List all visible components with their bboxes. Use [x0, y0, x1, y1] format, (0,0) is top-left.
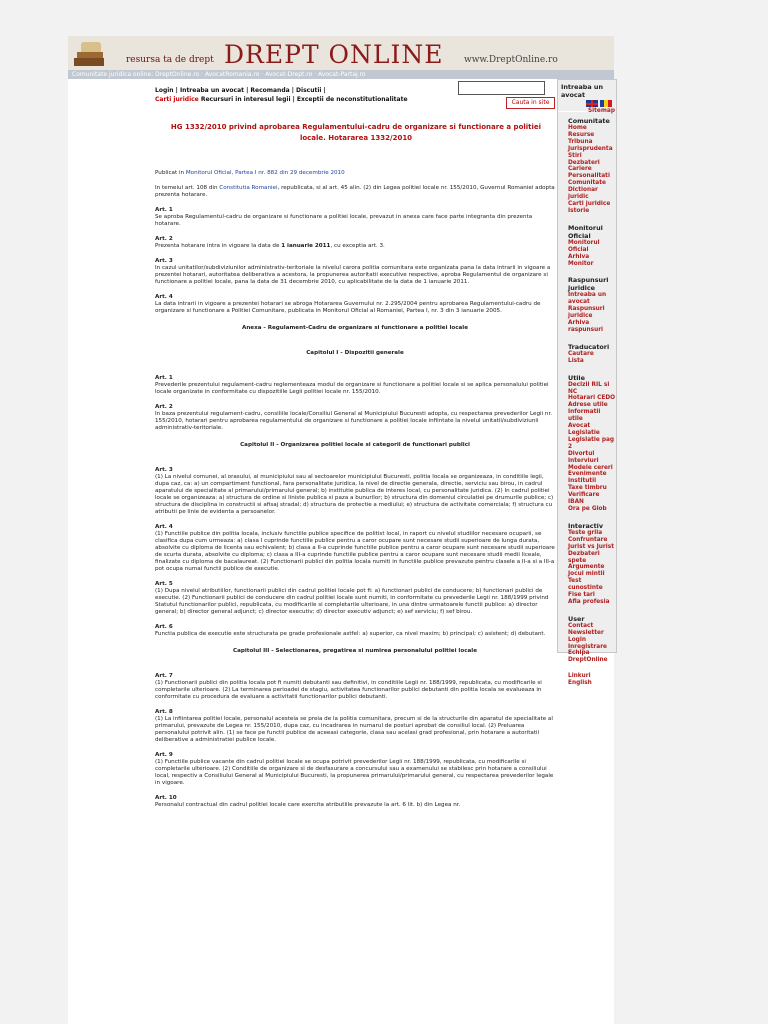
- sidebar-link[interactable]: Hotarari CEDO: [568, 395, 616, 402]
- article-heading: Art. 5: [155, 581, 173, 587]
- constitution-link[interactable]: Constitutia Romaniei: [219, 185, 278, 191]
- main-content: [155, 86, 555, 817]
- article-text: In baza prezentului regulament-cadru, consiliile locale/Consiliul General al Municipiului Bucuresti adopta, cu respectarea prevederilor Legii nr. 155/2010, hotarari pentru aprobarea regulamentului de organizare si functionare a politiei locale infiintate la nivelul unitatii/subdiviziunii administrativ-teritoriale.: [155, 411, 553, 431]
- sidebar-link[interactable]: Arhiva raspunsuri: [568, 320, 604, 333]
- article: [155, 375, 555, 396]
- uk-flag-icon[interactable]: [586, 100, 598, 107]
- site-banner[interactable]: [68, 36, 614, 72]
- article: [155, 581, 555, 616]
- sidebar-link[interactable]: Interviuri: [568, 457, 599, 464]
- sidebar-link[interactable]: Taxe timbru: [568, 485, 607, 492]
- article: [155, 524, 555, 573]
- sidebar-link[interactable]: Tribuna: [568, 138, 593, 145]
- article-heading: Art. 3: [155, 467, 173, 473]
- sidebar-section: [558, 276, 616, 333]
- chapter-heading: Capitolul III - Selectionarea, pregatirea si numirea personalului politiei locale: [232, 648, 477, 654]
- site-tagline: resursa ta de drept: [126, 55, 214, 65]
- article-text: (1) Functiile publice din politia locala, inclusiv functiile publice specifice de politist local, in raport cu nivelul studiilor necesare ocuparii, se clasifica dupa cum urmeaza: a) clasa I cuprinde functiile publice pentru a caror ocupare sunt necesare studii superioare de lunga durata, absolvite cu diploma de licenta sau echivalent; b) clasa a II-a cuprinde functiile publice pentru a caror ocupare sunt necesare studii superioare de scurta durata, absolvite cu diploma; c) clasa a III-a cuprinde functiile publice pentru a caror ocupare sunt necesare studii medii liceale, finalizate cu diploma de bacalaureat. (2) Functionarii publici din politia locala numiti in functiile publice prevazute pentru clasele a II-a si a III-a pot ocupa numai functii publice de executie.: [155, 531, 555, 572]
- sidebar-section: [558, 522, 616, 606]
- chapter-heading: Capitolul II - Organizarea politiei locale si categorii de functionari publici: [240, 442, 470, 448]
- sidebar-link[interactable]: Lista: [568, 357, 584, 364]
- sidebar-link[interactable]: Dictionar juridic: [568, 187, 598, 201]
- top-links-line2-rest[interactable]: Recursuri in interesul legii | Exceptii de neconstitutionalitate: [198, 96, 408, 103]
- carti-juridice-link[interactable]: Carti juridice: [155, 96, 199, 103]
- sidebar-link[interactable]: Comunitate: [568, 180, 606, 187]
- sidebar-link[interactable]: Verificare IBAN: [568, 492, 600, 506]
- sidebar-link[interactable]: Confruntare: [568, 536, 608, 543]
- sidebar-link[interactable]: Teste grila: [568, 529, 603, 536]
- sidebar-link[interactable]: Intreaba un avocat: [568, 292, 607, 306]
- sidebar-link[interactable]: Arhiva Monitor: [568, 253, 594, 267]
- sidebar-link[interactable]: Dezbateri: [568, 159, 600, 166]
- article-text: In cazul unitatilor/subdiviziunilor administrativ-teritoriale la nivelul carora politia comunitara este organizata pana la data intrarii in vigoare a prezentei hotarari, autoritatea deliberativa a acestora, la propunerea autoritatii executive respective, aproba Regulamentul de organizare si functionare a politiei locale, pana la data de 31 decembrie 2010, cu aplicabilitate de la data de 1 ianuarie 2011.: [155, 265, 551, 285]
- article-heading: Art. 4: [155, 294, 173, 300]
- sidebar-link[interactable]: Decizii RIL si NC: [568, 381, 610, 395]
- sidebar-link[interactable]: Echipa DreptOnline: [568, 650, 608, 664]
- sidebar-link[interactable]: Fise tari: [568, 592, 595, 599]
- sidebar-link[interactable]: Inregistrare: [568, 643, 607, 650]
- sidebar-link[interactable]: Evenimente: [568, 471, 607, 478]
- article-heading: Art. 9: [155, 752, 173, 758]
- sidebar-section: [558, 374, 616, 513]
- sidebar-link[interactable]: Legislatie: [568, 430, 600, 436]
- article: [155, 752, 555, 787]
- ask-lawyer-box: [558, 80, 616, 112]
- page-title: HG 1332/2010 privind aprobarea Regulamentului-cadru de organizare si functionare a politiei locale. Hotararea 1332/2010: [170, 123, 542, 142]
- article: [155, 207, 555, 228]
- sidebar-link[interactable]: Istorie: [568, 207, 590, 214]
- sidebar-link[interactable]: Raspunsuri juridice: [568, 306, 605, 320]
- sidebar-link[interactable]: Newsletter: [568, 629, 604, 636]
- sites-bar-text[interactable]: Comunitate juridica online: DreptOnline.ro · AvocatRomania.ro · Avocat-Drept.ro · Avocat-Partaj.ro: [72, 71, 366, 78]
- article-text: (1) Dupa nivelul atributiilor, functionarii publici din cadrul politiei locale pot fi: a) functionari publici de conducere; b) functionari publici de executie. (2) Functionarii publici de conducere din cadrul politiei locale sunt numiti, in conformitate cu prevederile Legii nr. 188/1999 privind Statutul functionarilor publici, republicata, cu modificarile si completarile ulterioare, in una dintre urmatoarele functii publice: a) director general; b) director general adjunct; c) director executiv; d) director executiv adjunct; e) sef serviciu; f) sef birou.: [155, 588, 549, 615]
- sidebar-link[interactable]: Linkuri: [568, 673, 591, 680]
- article-text: Personalul contractual din cadrul politiei locale care exercita atributiile prevazute la art. 6 lit. b) din Legea nr.: [155, 802, 461, 808]
- sidebar-section: [558, 343, 616, 365]
- article-heading: Art. 4: [155, 524, 173, 530]
- language-flags: [586, 100, 616, 107]
- sidebar-link[interactable]: Avocat: [568, 423, 591, 430]
- ask-lawyer-title[interactable]: Intreaba un avocat: [561, 83, 603, 99]
- published-line: Publicat in Monitorul Oficial, Partea I nr. 882 din 29 decembrie 2010: [155, 170, 345, 176]
- sidebar-section-title: Comunitate: [568, 117, 610, 125]
- article-text: (1) La nivelul comunei, al orasului, al municipiului sau al sectoarelor municipiului Bucuresti, politia locala se organizeaza, in conditiile legii, dupa caz, ca: a) un compartiment functional, fara personalitate juridica, la nivel de directie generala, directie, serviciu sau birou, in cadrul aparatului de specialitate al primarului/primarului general; b) institutie publica de interes local, cu personalitate juridica. (2) In cadrul politiei locale se organizeaza: a) structura de ordine si liniste publica si paza a bunurilor; b) structura din domeniul circulatiei pe drumurile publice; c) structura de disciplina in constructii si afisaj stradal; d) structura de protectie a mediului; e) structura de activitate comerciala; f) structura cu atributii pe linie de evidenta a persoanelor.: [155, 474, 554, 515]
- sidebar-link[interactable]: Jurisprudenta: [568, 145, 613, 152]
- sidebar-link[interactable]: English: [568, 680, 592, 687]
- sidebar-section-title: Utile: [568, 373, 585, 382]
- article-heading: Art. 3: [155, 258, 173, 264]
- article: Art. 2 Prezenta hotarare intra in vigoare la data de 1 ianuarie 2011, cu exceptia art. 3.: [155, 236, 555, 250]
- sidebar-section: [558, 224, 616, 268]
- article: [155, 709, 555, 744]
- sidebar-link[interactable]: Cautare: [568, 350, 594, 357]
- article-heading: Art. 2: [155, 236, 173, 242]
- sidebar-link[interactable]: Stiri: [568, 152, 582, 159]
- sidebar-link[interactable]: Argumente: [568, 564, 605, 571]
- article: [155, 294, 555, 315]
- article: [155, 795, 555, 809]
- sidebar-link[interactable]: Monitorul Oficial: [568, 239, 600, 253]
- annex-heading: Anexa - Regulament-Cadru de organizare si functionare a politiei locale: [241, 325, 469, 331]
- sidebar-link[interactable]: Ora pe Glob: [568, 505, 607, 512]
- sidebar-link[interactable]: Login: [568, 636, 586, 643]
- sidebar-section-title: Monitorul Oficial: [568, 223, 603, 240]
- sidebar-link[interactable]: Afla profesia: [568, 598, 610, 605]
- article-heading: Art. 7: [155, 673, 173, 679]
- article-text: (1) Functionarii publici din politia locala pot fi numiti debutanti sau definitivi, in conditiile Legii nr. 188/1999, republicata, cu modificarile si completarile ulterioare. (2) La terminarea perioadei de stagiu, activitatea functionarilor publici debutanti din politia locala se evalueaza in conformitate cu procedura de evaluare a activitatii functionarilor publici debutanti.: [155, 680, 542, 700]
- sidebar-link[interactable]: Resurse: [568, 131, 595, 138]
- sidebar-link[interactable]: Modele cereri: [568, 464, 613, 471]
- top-links-line1[interactable]: Login | Intreaba un avocat | Recomanda | Discutii |: [155, 87, 326, 94]
- sidebar-link[interactable]: Personalitati: [568, 173, 610, 180]
- article: [155, 624, 555, 638]
- article: [155, 258, 555, 286]
- top-links-line2: [155, 95, 555, 104]
- article-heading: Art. 2: [155, 404, 173, 410]
- top-links: [155, 86, 555, 104]
- sidebar-link[interactable]: Cariere: [568, 166, 592, 173]
- article: [155, 404, 555, 432]
- intro-paragraph: In temeiul art. 108 din Constitutia Romaniei, republicata, si al art. 45 alin. (2) din Legea politiei locale nr. 155/2010, Guvernul Romaniei adopta prezenta hotarare.: [155, 185, 555, 198]
- article: [155, 467, 555, 516]
- article-heading: Art. 6: [155, 624, 173, 630]
- document-body: [155, 170, 555, 809]
- sitemap-link[interactable]: Sitemap: [588, 108, 615, 114]
- sidebar-link[interactable]: Jurist vs Jurist: [568, 543, 614, 550]
- sidebar-link[interactable]: Jocul mintii: [568, 571, 605, 578]
- article-text: Functia publica de executie este structurata pe grade profesionale astfel: a) superior, ca nivel maxim; b) principal; c) asistent; d) debutant.: [155, 631, 546, 637]
- sidebar-section-title: User: [568, 614, 585, 623]
- search-button[interactable]: Cauta in site: [506, 97, 555, 109]
- sidebar-link[interactable]: Test cunostinte: [568, 578, 603, 592]
- sidebar-link[interactable]: Home: [568, 125, 587, 131]
- sidebar-section: [558, 615, 616, 664]
- sidebar-link[interactable]: Contact: [568, 622, 594, 629]
- sidebar: [557, 79, 617, 687]
- sidebar-link[interactable]: Legislatie pag 2: [568, 436, 615, 450]
- site-brand[interactable]: DREPT ONLINE: [224, 40, 444, 69]
- sidebar-section-title: Raspunsuri juridice: [568, 276, 609, 293]
- sidebar-section: [558, 117, 616, 215]
- article-text: Prevederile prezentului regulament-cadru reglementeaza modul de organizare si functionare a politiei locale si se aplica personalului politiei locale organizate in conformitate cu dispozitiile Legii politiei locale nr. 155/2010.: [155, 382, 549, 395]
- sidebar-link[interactable]: Divortul: [568, 450, 595, 457]
- sidebar-section-title: Interactiv: [568, 521, 603, 530]
- romania-flag-icon[interactable]: [600, 100, 612, 107]
- article-text: (1) Functiile publice vacante din cadrul politiei locale se ocupa potrivit prevederilor Legii nr. 188/1999, republicata, cu modificarile si completarile ulterioare. (2) Conditiile de organizare si de desfasurare a concursului sau a examenului se stabilesc prin hotarare a consiliului local, respectiv a Consiliului General al Municipiului Bucuresti, la propunerea primarului/primarului general, cu respectarea prevederilor legale in vigoare.: [155, 759, 554, 786]
- site-url: www.DreptOnline.ro: [464, 55, 558, 65]
- sites-bar: [68, 70, 614, 79]
- sidebar-link[interactable]: Institutii: [568, 478, 597, 485]
- books-logo-icon: [72, 38, 106, 70]
- article-text: La data intrarii in vigoare a prezentei hotarari se abroga Hotararea Guvernului nr. 2.295/2004 pentru aprobarea Regulamentului-cadru de organizare si functionare a Politiei Comunitare, publicata in Monitorul Oficial al Romaniei, Partea I, nr. 3 din 3 ianuarie 2005.: [155, 301, 541, 314]
- article: [155, 673, 555, 701]
- sidebar-section: [558, 673, 616, 687]
- sidebar-section-title: Traducatori: [568, 342, 610, 351]
- sidebar-link[interactable]: Carti juridice: [568, 200, 611, 207]
- sidebar-link[interactable]: Informatii utile: [568, 409, 601, 423]
- article-text: (1) La infiintarea politiei locale, personalul acesteia se preia de la politia comunitara, precum si de la structurile din aparatul de specialitate al primarului, prevazute de Legea nr. 155/2010, dupa caz, cu incadrarea in numarul de posturi aprobat de consiliul local. (2) Preluarea personalului potrivit alin. (1) se face pe functii publice de aceeasi categorie, clasa sau acelasi grad profesional, prin hotarare a autoritatii deliberative a administratiei publice locale.: [155, 716, 553, 743]
- article-heading: Art. 1: [155, 375, 173, 381]
- chapter-heading: Capitolul I - Dispozitii generale: [306, 350, 404, 356]
- sidebar-link[interactable]: Dezbateri spete: [568, 550, 600, 564]
- article-heading: Art. 10: [155, 795, 177, 801]
- article-heading: Art. 8: [155, 709, 173, 715]
- article-text: Se aproba Regulamentul-cadru de organizare si functionare a politiei locale, prevazut in anexa care face parte integranta din prezenta hotarare.: [155, 214, 533, 227]
- sidebar-link[interactable]: Adrese utile: [568, 402, 608, 409]
- article-heading: Art. 1: [155, 207, 173, 213]
- sidebar-sections: [558, 117, 616, 687]
- monitor-link[interactable]: Monitorul Oficial, Partea I nr. 882 din 29 decembrie 2010: [185, 170, 345, 176]
